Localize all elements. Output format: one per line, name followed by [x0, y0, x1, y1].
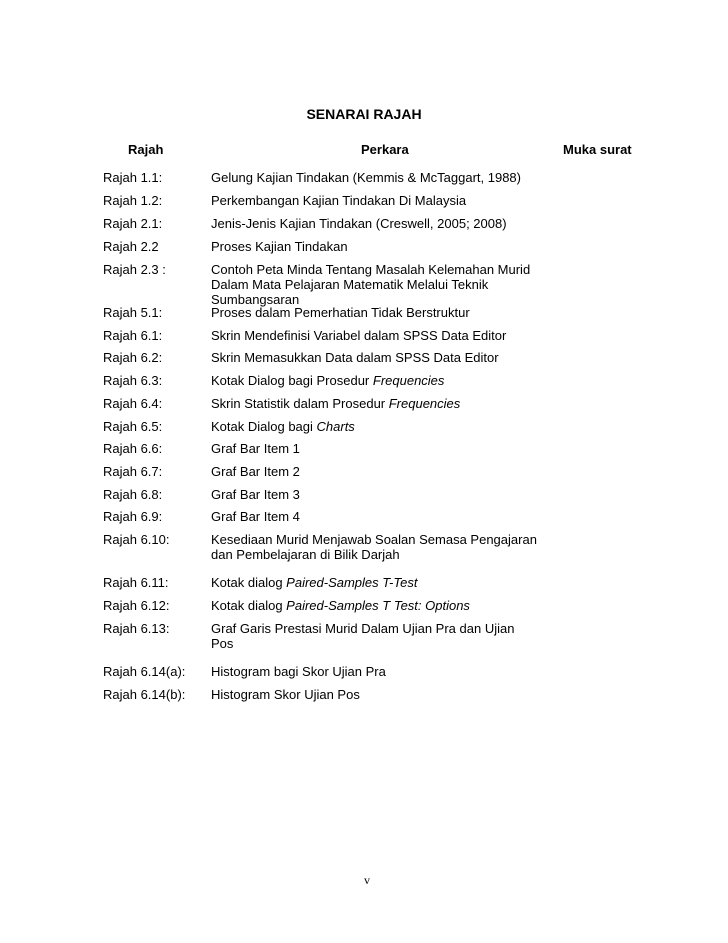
column-header-rajah: Rajah: [128, 142, 164, 157]
caption-text: Proses dalam Pemerhatian Tidak Berstruktur: [211, 305, 470, 320]
figure-label: Rajah 2.2: [103, 239, 159, 254]
figure-caption-line: [211, 547, 400, 563]
figure-caption-line: [211, 262, 530, 278]
caption-text: Graf Bar Item 3: [211, 487, 300, 502]
caption-text: Graf Bar Item 4: [211, 509, 300, 524]
figure-label: Rajah 6.1:: [103, 328, 163, 343]
caption-text: Jenis-Jenis Kajian Tindakan (Creswell, 2005; 2008): [211, 216, 507, 231]
caption-text: Kotak Dialog bagi: [211, 419, 317, 434]
figure-caption-line: [211, 621, 514, 637]
figure-caption-line: [211, 396, 460, 412]
caption-text: Skrin Statistik dalam Prosedur: [211, 396, 389, 411]
figure-caption-line: [211, 239, 348, 255]
figure-label: Rajah 6.5:: [103, 419, 163, 434]
figure-label: Rajah 2.3 :: [103, 262, 166, 277]
caption-text: Skrin Mendefinisi Variabel dalam SPSS Data Editor: [211, 328, 507, 343]
figure-caption-line: [211, 350, 499, 366]
caption-italic-term: Paired-Samples T Test: Options: [286, 598, 470, 613]
figure-label: Rajah 6.14(b):: [103, 687, 186, 702]
figure-caption-line: [211, 598, 470, 614]
caption-text: Perkembangan Kajian Tindakan Di Malaysia: [211, 193, 467, 208]
figure-caption-line: [211, 419, 355, 435]
caption-text: Histogram Skor Ujian Pos: [211, 687, 360, 702]
figure-label: Rajah 6.11:: [103, 575, 169, 590]
caption-text: Kesediaan Murid Menjawab Soalan Semasa Pengajaran: [211, 532, 537, 547]
figure-label: Rajah 1.2:: [103, 193, 163, 208]
figure-caption-line: [211, 441, 300, 457]
figure-label: Rajah 6.10:: [103, 532, 170, 547]
figure-label: Rajah 5.1:: [103, 305, 163, 320]
figure-caption-line: [211, 277, 488, 293]
caption-text: Kotak Dialog bagi Prosedur: [211, 373, 373, 388]
caption-italic-term: Frequencies: [372, 373, 445, 388]
figure-caption-line: [211, 687, 360, 703]
caption-text: Graf Bar Item 2: [211, 464, 300, 479]
caption-text: Histogram bagi Skor Ujian Pra: [211, 664, 386, 679]
figure-label: Rajah 6.14(a):: [103, 664, 186, 679]
figure-caption-line: [211, 575, 417, 591]
caption-text: Kotak dialog: [211, 598, 287, 613]
figure-label: Rajah 6.2:: [103, 350, 163, 365]
figure-label: Rajah 6.3:: [103, 373, 163, 388]
column-header-perkara: Perkara: [361, 142, 409, 157]
figure-caption-line: [211, 532, 537, 548]
figure-label: Rajah 2.1:: [103, 216, 163, 231]
caption-text: Gelung Kajian Tindakan (Kemmis & McTaggart, 1988): [211, 170, 521, 185]
figure-label: Rajah 1.1:: [103, 170, 163, 185]
caption-text: Graf Garis Prestasi Murid Dalam Ujian Pra dan Ujian: [211, 621, 515, 636]
caption-text: Dalam Mata Pelajaran Matematik Melalui Teknik: [211, 277, 489, 292]
column-header-muka-surat: Muka surat: [563, 142, 632, 157]
figure-caption-line: [211, 509, 300, 525]
page-number: v: [364, 873, 370, 887]
figure-caption-line: [211, 373, 444, 389]
caption-text: Sumbangsaran: [211, 292, 300, 307]
figure-caption-line: [211, 636, 233, 652]
figure-caption-line: [211, 193, 466, 209]
caption-italic-term: Paired-Samples T-Test: [286, 575, 418, 590]
caption-text: Graf Bar Item 1: [211, 441, 300, 456]
caption-text: Kotak dialog: [211, 575, 287, 590]
figure-label: Rajah 6.13:: [103, 621, 170, 636]
page-title: SENARAI RAJAH: [306, 106, 422, 122]
caption-text: Proses Kajian Tindakan: [211, 239, 348, 254]
caption-text: Contoh Peta Minda Tentang Masalah Kelemahan Murid: [211, 262, 531, 277]
figure-caption-line: [211, 305, 470, 321]
figure-label: Rajah 6.7:: [103, 464, 163, 479]
caption-text: dan Pembelajaran di Bilik Darjah: [211, 547, 400, 562]
caption-italic-term: Charts: [316, 419, 355, 434]
caption-text: Skrin Memasukkan Data dalam SPSS Data Editor: [211, 350, 499, 365]
figure-caption-line: [211, 487, 300, 503]
figure-label: Rajah 6.6:: [103, 441, 163, 456]
figure-caption-line: [211, 664, 386, 680]
figure-caption-line: [211, 464, 300, 480]
caption-italic-term: Frequencies: [388, 396, 461, 411]
figure-label: Rajah 6.12:: [103, 598, 170, 613]
figure-caption-line: [211, 216, 507, 232]
figure-label: Rajah 6.9:: [103, 509, 163, 524]
figure-caption-line: [211, 170, 521, 186]
figure-label: Rajah 6.4:: [103, 396, 163, 411]
figure-caption-line: [211, 328, 506, 344]
caption-text: Pos: [211, 636, 234, 651]
figure-label: Rajah 6.8:: [103, 487, 163, 502]
